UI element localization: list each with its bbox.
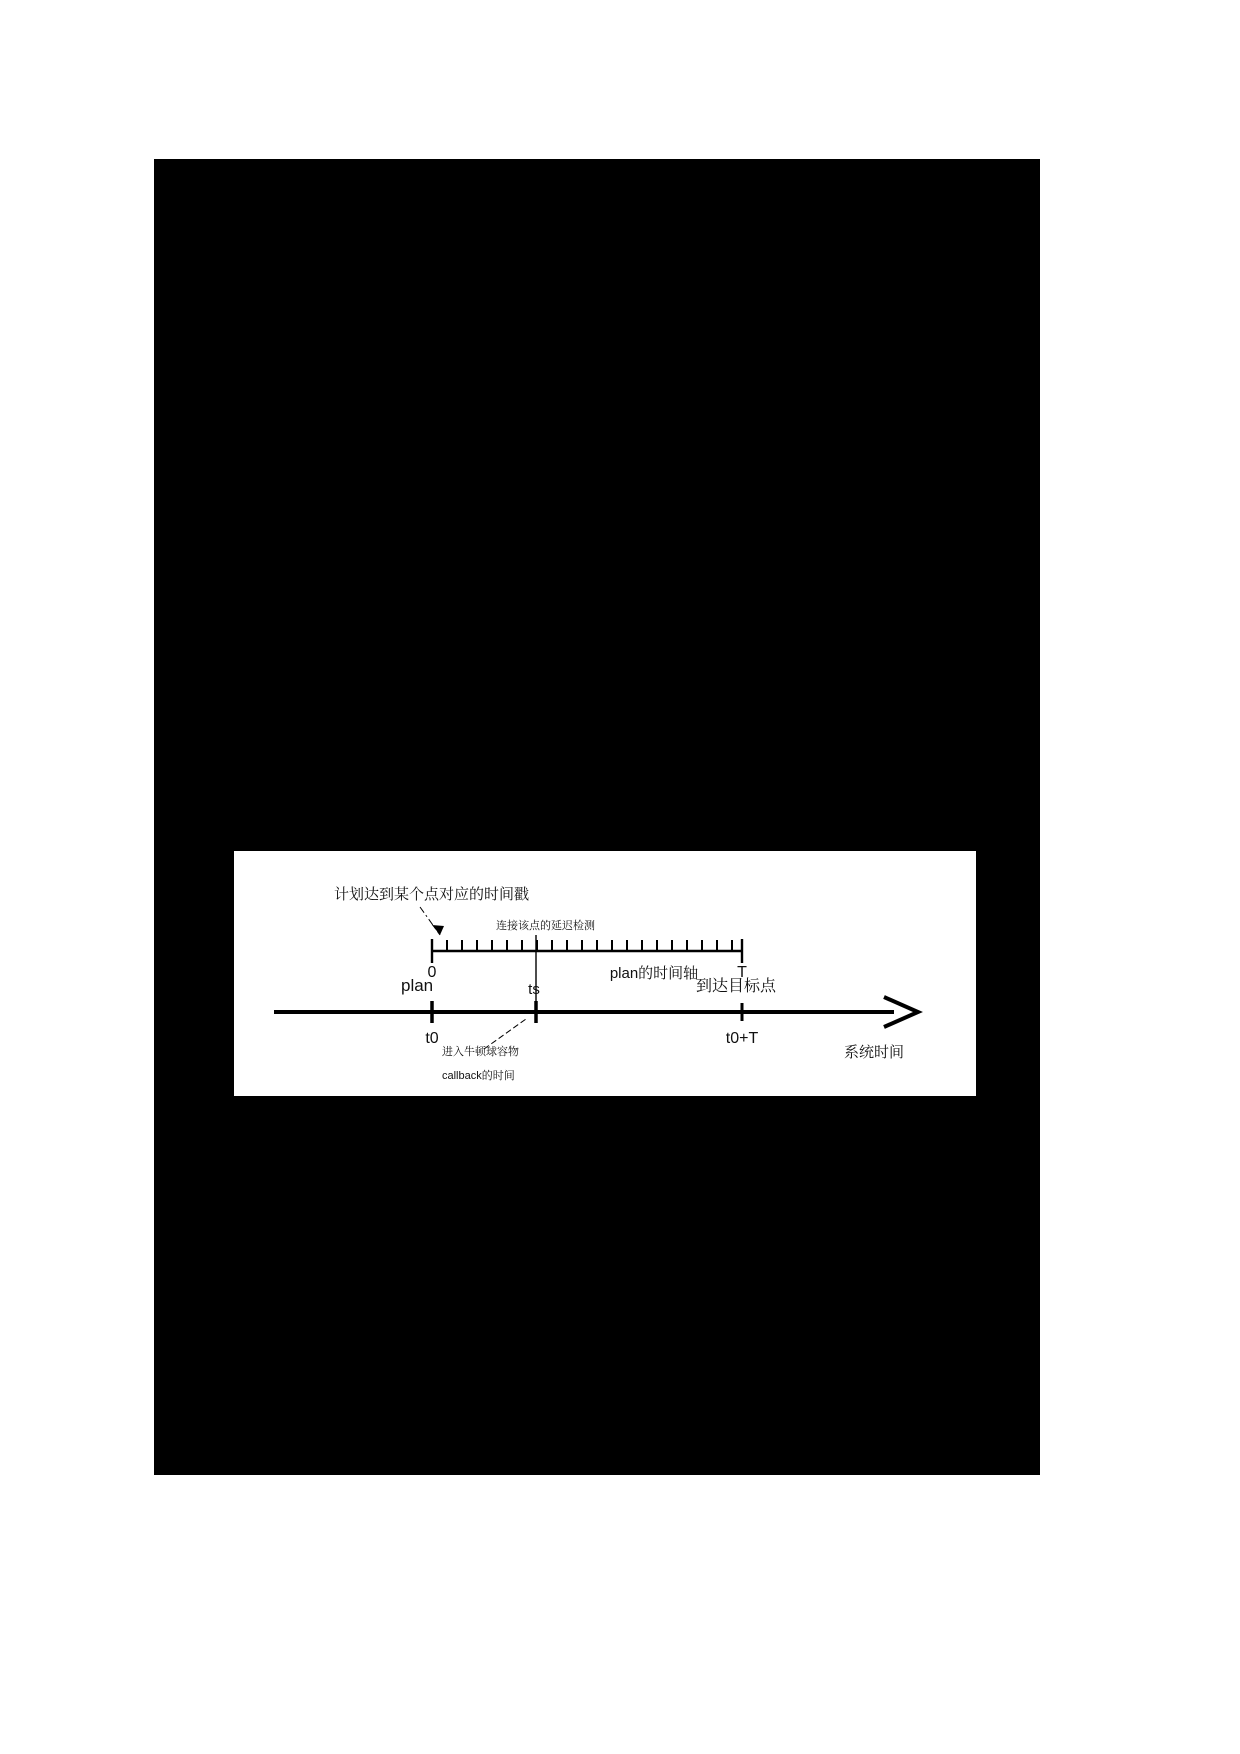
system-axis-label-t0: t0 <box>425 1030 439 1047</box>
system-axis-label-t0T: t0+T <box>725 1030 759 1047</box>
timeline-figure-panel <box>234 851 976 1096</box>
callback-note-line1: 进入牛顿球容物 <box>442 1046 519 1058</box>
plan-label: plan <box>401 976 434 995</box>
reach-target-label: 到达目标点 <box>696 978 777 995</box>
plan-axis-ticks <box>447 940 732 951</box>
plan-axis-start-label: 0 <box>427 964 437 981</box>
system-axis-label-ts: ts <box>528 981 540 998</box>
plan-timestamp-note: 计划达到某个点对应的时间戳 <box>334 886 530 903</box>
timeline-diagram <box>234 851 976 1096</box>
slide-black-background <box>154 159 1040 1475</box>
plan-axis-end-label: T <box>737 964 747 981</box>
system-time-label: 系统时间 <box>844 1044 905 1061</box>
callback-note-line2: callback的时间 <box>442 1070 515 1082</box>
callback-leader-line <box>484 1019 526 1049</box>
plan-axis-group <box>428 939 748 982</box>
detect-annotation-group <box>496 918 595 1009</box>
plan-timestamp-arrowhead <box>432 925 444 935</box>
detect-note: 连接该点的延迟检测 <box>496 920 595 932</box>
plan-axis-caption: plan的时间轴 <box>609 965 699 982</box>
callback-annotation-group <box>442 1019 526 1082</box>
system-axis-group <box>274 976 918 1061</box>
